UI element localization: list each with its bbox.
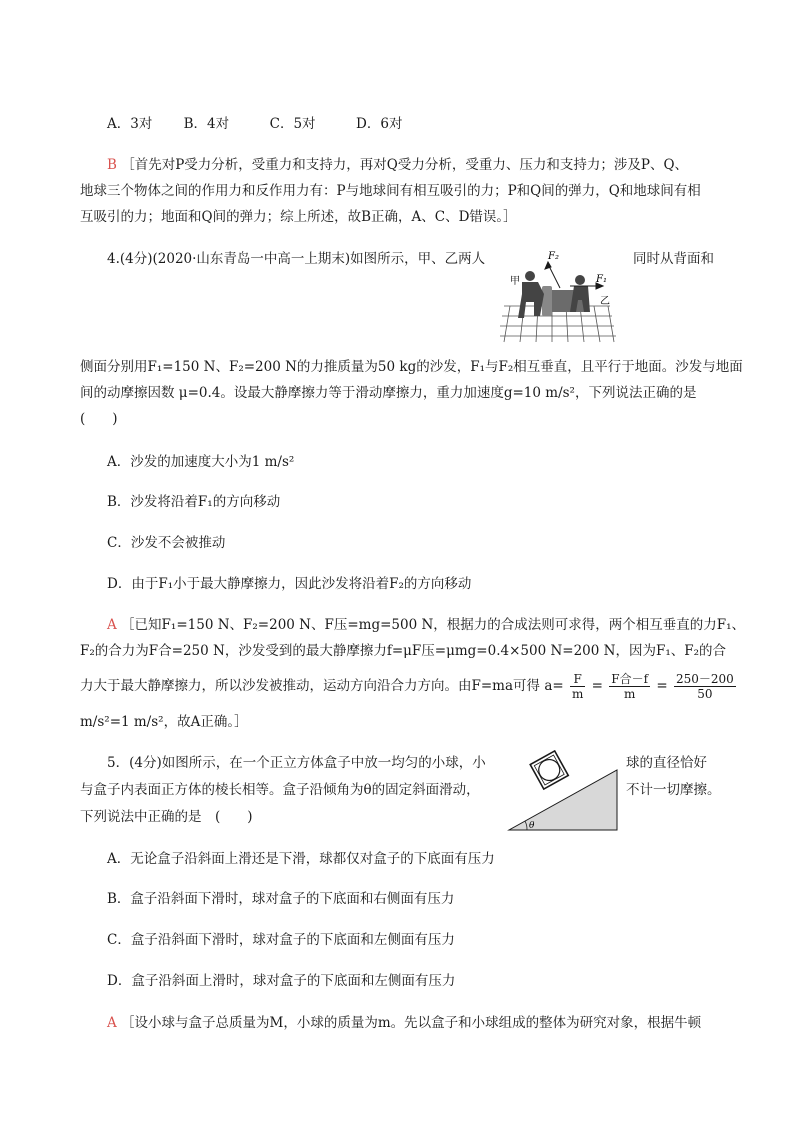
q5-head-left: 5．(4分)如图所示，在一个正立方体盒子中放一均匀的小球，小: [107, 755, 486, 771]
q4-line-2: 侧面分别用F₁=150 N、F₂=200 N的力推质量为50 kg的沙发，F₁与F₂相互垂直，且平行于地面。沙发与地面: [80, 359, 743, 375]
label-f1: F₁: [596, 274, 607, 285]
q5-option-c: C．盒子沿斜面下滑时，球对盒子的下底面和左侧面有压力: [107, 932, 455, 948]
force-arrows: [545, 262, 603, 289]
q5-line-2-left: 与盒子内表面正方体的棱长相等。盒子沿倾角为θ的固定斜面滑动，: [80, 782, 480, 798]
q4-exp-3-text: 力大于最大静摩擦力，所以沙发被推动，运动方向沿合力方向。由F=ma可得 a=: [80, 678, 564, 694]
q3-exp-2: 地球三个物体之间的作用力和反作用力有：P与地球间有相互吸引的力；P和Q间的弹力，Q和地球间有相: [80, 183, 701, 199]
q5-option-a: A．无论盒子沿斜面上滑还是下滑，球都仅对盒子的下底面有压力: [107, 851, 495, 867]
fraction-numeric: $\frac{250-200}{50}$: [675, 672, 734, 701]
q4-exp-1: ［已知F₁=150 N、F₂=200 N、F压=mg=500 N，根据力的合成法则可求得，两个相互垂直的力F₁、: [121, 617, 746, 633]
q5-answer: A: [107, 1015, 117, 1031]
q4-exp-3: 力大于最大静摩擦力，所以沙发被推动，运动方向沿合力方向。由F=ma可得 a= $\frac{F}{m}$ = $\frac{\text{F合－f}}{m}$ = $\frac{250-200}{50}$: [80, 672, 734, 701]
q4-line-3: 间的动摩擦因数 μ=0.4。设最大静摩擦力等于滑动摩擦力，重力加速度g=10 m/s²，下列说法正确的是: [80, 385, 697, 401]
incline-box-figure: [505, 750, 623, 834]
q4-exp-4: m/s²=1 m/s²，故A正确。］: [80, 714, 248, 730]
label-jia: 甲: [510, 276, 520, 287]
q4-option-b: B．沙发将沿着F₁的方向移动: [107, 494, 281, 510]
sofa-push-illustration: [500, 246, 618, 344]
q5-option-d: D．盒子沿斜面上滑时，球对盒子的下底面和左侧面有压力: [107, 973, 456, 989]
q4-option-c: C．沙发不会被推动: [107, 535, 226, 551]
label-yi: 乙: [600, 296, 610, 307]
q5-head-right: 球的直径恰好: [626, 755, 707, 771]
q5-line-3: 下列说法中正确的是 ( ): [80, 809, 253, 825]
q5-explanation-line-1: [107, 1013, 701, 1033]
q3-answer: B: [107, 157, 117, 173]
theta-label: θ: [529, 821, 535, 831]
q4-option-a: A．沙发的加速度大小为1 m/s²: [107, 454, 295, 470]
q4-answer: A: [107, 617, 117, 633]
q4-exp-2: F₂的合力为F合=250 N，沙发受到的最大静摩擦力f=μF压=μmg=0.4×500 N=200 N，因为F₁、F₂的合: [80, 643, 727, 659]
q5-line-2-right: 不计一切摩擦。: [626, 782, 721, 798]
person-jia: [518, 271, 544, 318]
q5-exp-1: ［设小球与盒子总质量为M，小球的质量为m。先以盒子和小球组成的整体为研究对象，根据牛顿: [121, 1015, 702, 1031]
q4-explanation-line-1: [107, 615, 745, 635]
q3-exp-3: 互吸引的力；地面和Q间的弹力；综上所述，故B正确，A、C、D错误。］: [80, 209, 517, 225]
incline-box-illustration: [505, 750, 623, 834]
q3-options: A．3对 B．4对 C．5对 D．6对: [107, 116, 403, 132]
q3-exp-1: ［首先对P受力分析，受重力和支持力，再对Q受力分析，受重力、压力和支持力；涉及P、Q、: [121, 157, 689, 173]
label-f2: F₂: [548, 251, 559, 262]
q4-head-right: 同时从背面和: [633, 251, 714, 267]
q4-line-4: ( ): [80, 411, 118, 427]
fraction-fhe-minus-f-over-m: $\frac{\text{F合－f}}{m}$: [611, 672, 649, 701]
sofa-push-figure: [500, 246, 618, 344]
q4-option-d: D．由于F₁小于最大静摩擦力，因此沙发将沿着F₂的方向移动: [107, 576, 472, 592]
q3-explanation-line-1: [107, 155, 688, 175]
fraction-f-over-m: $\frac{F}{m}$: [571, 672, 584, 701]
q4-head-left: 4.(4分)(2020·山东青岛一中高一上期末)如图所示，甲、乙两人: [107, 251, 486, 267]
cube-box: [530, 751, 568, 789]
q5-option-b: B．盒子沿斜面下滑时，球对盒子的下底面和右侧面有压力: [107, 891, 455, 907]
